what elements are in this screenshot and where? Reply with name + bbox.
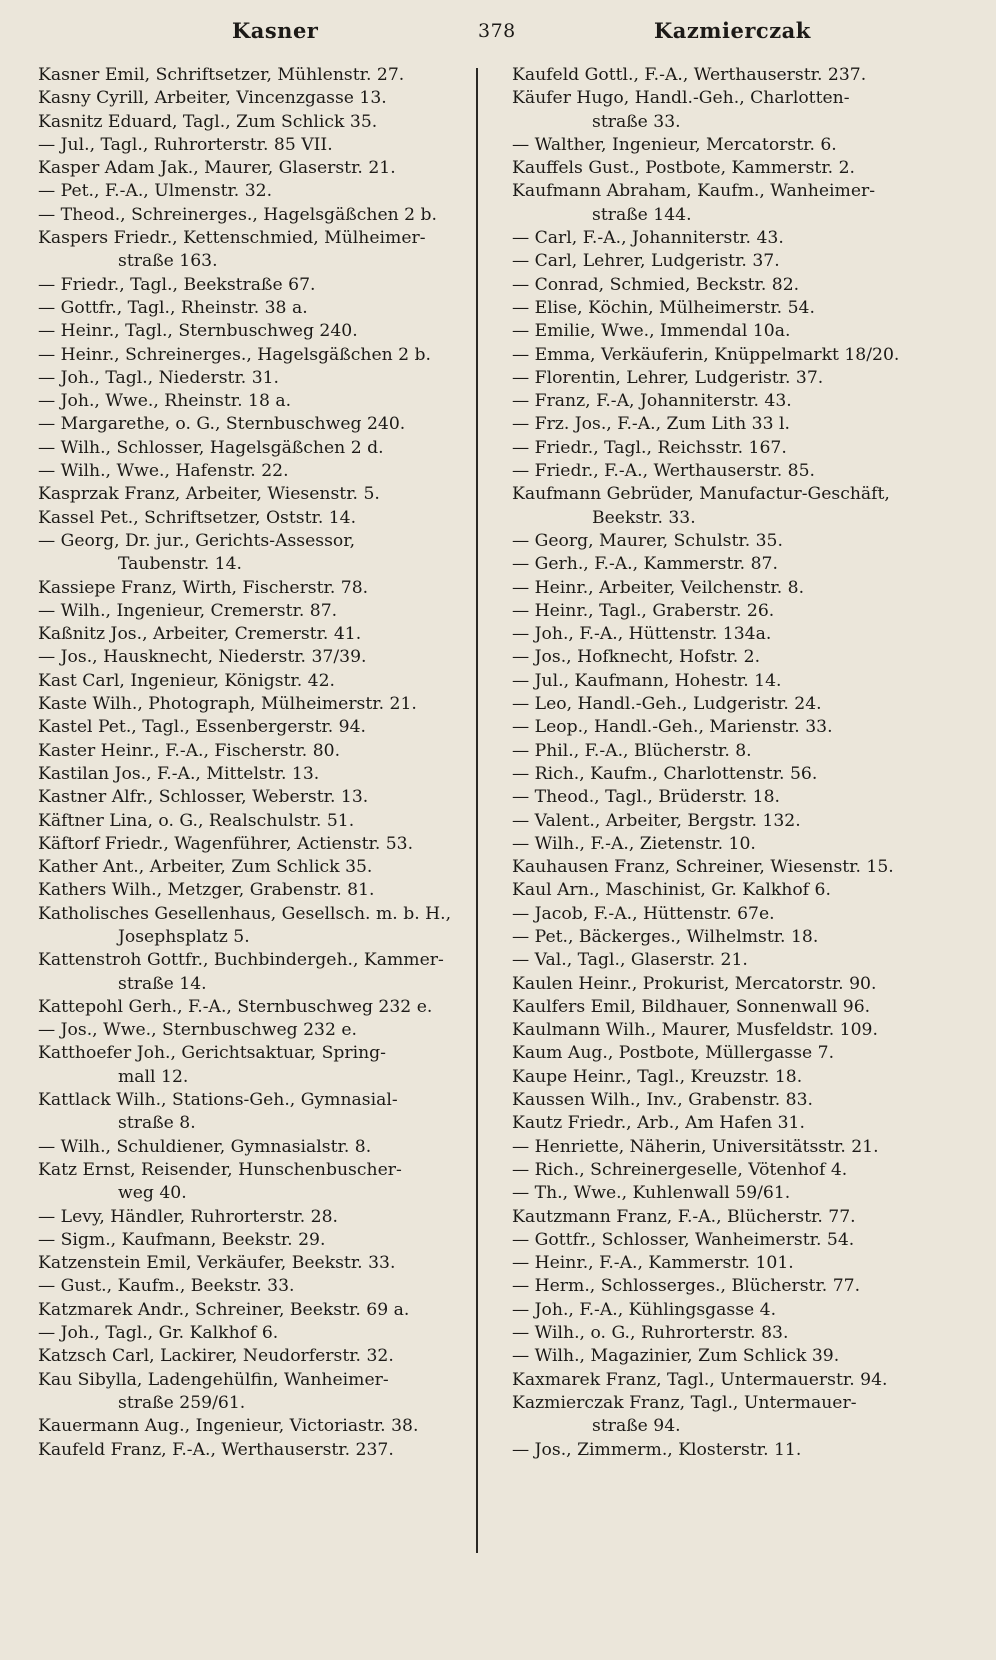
directory-entry: — Carl, F.-A., Johanniterstr. 43. [512,228,784,249]
directory-entry: Kast Carl, Ingenieur, Königstr. 42. [38,670,336,691]
directory-entry: — Walther, Ingenieur, Mercatorstr. 6. [512,134,837,155]
directory-entry: — Georg, Maurer, Schulstr. 35. [512,530,783,551]
directory-entry: Kauffels Gust., Postbote, Kammerstr. 2. [512,158,855,179]
directory-entry: Katholisches Gesellenhaus, Gesellsch. m. b. H., [38,903,452,924]
directory-entry: Kaufeld Franz, F.-A., Werthauserstr. 237. [38,1439,394,1460]
directory-entry: — Jos., Hausknecht, Niederstr. 37/39. [38,647,367,668]
directory-entry: — Joh., F.-A., Hüttenstr. 134a. [512,624,772,645]
directory-entry: Kasner Emil, Schriftsetzer, Mühlenstr. 27. [38,65,405,85]
directory-entry: — Wilh., Schuldiener, Gymnasialstr. 8. [38,1136,372,1157]
directory-entry: Kaufmann Abraham, Kaufm., Wanheimer- [512,181,876,202]
directory-entry: — Theod., Tagl., Brüderstr. 18. [512,787,780,808]
entry-continuation: Beekstr. 33. [592,507,696,528]
directory-entry: — Phil., F.-A., Blücherstr. 8. [512,740,752,761]
directory-entry: Kastel Pet., Tagl., Essenbergerstr. 94. [38,717,366,738]
directory-entry: — Jos., Wwe., Sternbuschweg 232 e. [38,1020,358,1041]
entry-continuation: weg 40. [118,1183,187,1204]
directory-entry: — Leop., Handl.-Geh., Marienstr. 33. [512,717,833,738]
directory-entry: — Heinr., Tagl., Graberstr. 26. [512,600,775,621]
directory-entry: Kattlack Wilh., Stations-Geh., Gymnasial- [38,1090,398,1111]
entry-continuation: straße 163. [118,251,218,272]
directory-entry: Kaum Aug., Postbote, Müllergasse 7. [512,1043,835,1064]
directory-entry: — Pet., F.-A., Ulmenstr. 32. [38,181,273,202]
directory-entry: — Leo, Handl.-Geh., Ludgeristr. 24. [512,694,822,715]
directory-entry: Kaulfers Emil, Bildhauer, Sonnenwall 96. [512,996,871,1017]
directory-entry: Kasprzak Franz, Arbeiter, Wiesenstr. 5. [38,484,380,505]
directory-entry: — Valent., Arbeiter, Bergstr. 132. [512,810,801,831]
directory-entry: — Rich., Kaufm., Charlottenstr. 56. [512,763,818,784]
directory-entry: Kaufeld Gottl., F.-A., Werthauserstr. 237. [512,65,867,85]
directory-entry: — Jul., Tagl., Ruhrorterstr. 85 VII. [38,134,333,155]
directory-entry: — Herm., Schlosserges., Blücherstr. 77. [512,1276,861,1297]
directory-entry: Kasny Cyrill, Arbeiter, Vincenzgasse 13. [38,88,387,109]
directory-entry: Kasper Adam Jak., Maurer, Glaserstr. 21. [38,158,396,179]
directory-entry: — Wilh., Ingenieur, Cremerstr. 87. [38,600,338,621]
directory-entry: — Friedr., F.-A., Werthauserstr. 85. [512,461,815,482]
directory-entry: Kasnitz Eduard, Tagl., Zum Schlick 35. [38,111,378,132]
directory-entry: — Joh., Tagl., Niederstr. 31. [38,367,280,388]
entry-continuation: straße 14. [118,973,207,994]
directory-entry: Käftorf Friedr., Wagenführer, Actienstr. 53. [38,833,414,854]
directory-entry: — Emma, Verkäuferin, Knüppelmarkt 18/20. [512,344,900,365]
directory-entry: — Joh., Tagl., Gr. Kalkhof 6. [38,1323,279,1344]
page-number: 378 [478,20,516,42]
directory-entry: — Heinr., Arbeiter, Veilchenstr. 8. [512,577,805,598]
directory-entry: Katthoefer Joh., Gerichtsaktuar, Spring- [38,1043,386,1064]
directory-entry: — Conrad, Schmied, Beckstr. 82. [512,274,800,295]
directory-entry: — Georg, Dr. jur., Gerichts-Assessor, [38,530,356,551]
directory-entry: — Wilh., o. G., Ruhrorterstr. 83. [512,1323,789,1344]
directory-entry: Käufer Hugo, Handl.-Geh., Charlotten- [512,88,850,109]
directory-entry: Kauhausen Franz, Schreiner, Wiesenstr. 15. [512,857,894,878]
directory-entry: Kaul Arn., Maschinist, Gr. Kalkhof 6. [512,880,831,901]
entry-continuation: Taubenstr. 14. [118,554,243,575]
directory-entry: Katzsch Carl, Lackirer, Neudorferstr. 32. [38,1346,394,1367]
directory-entry: — Frz. Jos., F.-A., Zum Lith 33 l. [512,414,790,435]
directory-entry: Kaupe Heinr., Tagl., Kreuzstr. 18. [512,1066,803,1087]
directory-entry: Kattenstroh Gottfr., Buchbindergeh., Kammer- [38,950,444,971]
directory-entry: — Jacob, F.-A., Hüttenstr. 67e. [512,903,775,924]
directory-entry: Kaufmann Gebrüder, Manufactur-Geschäft, [512,484,890,505]
directory-entry: — Elise, Köchin, Mülheimerstr. 54. [512,297,815,318]
directory-entry: Kathers Wilh., Metzger, Grabenstr. 81. [38,880,375,901]
directory-entry: Kaulen Heinr., Prokurist, Mercatorstr. 90. [512,973,877,994]
directory-entry: — Heinr., Tagl., Sternbuschweg 240. [38,321,358,342]
directory-entry: Katzmarek Andr., Schreiner, Beekstr. 69 a. [38,1299,410,1320]
directory-entry: Kassiepe Franz, Wirth, Fischerstr. 78. [38,577,369,598]
directory-entry: Kassel Pet., Schriftsetzer, Oststr. 14. [38,507,357,528]
directory-entry: — Jos., Zimmerm., Klosterstr. 11. [512,1439,802,1460]
directory-entry: — Franz, F.-A, Johanniterstr. 43. [512,391,792,412]
directory-entry: — Carl, Lehrer, Ludgeristr. 37. [512,251,780,272]
directory-entry: Kaussen Wilh., Inv., Grabenstr. 83. [512,1090,813,1111]
directory-entry: — Joh., F.-A., Kühlingsgasse 4. [512,1299,777,1320]
directory-entry: Kaxmarek Franz, Tagl., Untermauerstr. 94. [512,1369,888,1390]
header-first-name: Kasner [232,18,319,43]
directory-entry: — Gottfr., Tagl., Rheinstr. 38 a. [38,297,308,318]
entry-continuation: straße 144. [592,204,692,225]
directory-entry: — Gottfr., Schlosser, Wanheimerstr. 54. [512,1229,855,1250]
entry-continuation: straße 8. [118,1113,196,1134]
directory-entry: — Gerh., F.-A., Kammerstr. 87. [512,554,778,575]
entry-continuation: straße 94. [592,1416,681,1437]
directory-entry: Kautz Friedr., Arb., Am Hafen 31. [512,1113,805,1134]
directory-entry: — Friedr., Tagl., Reichsstr. 167. [512,437,787,458]
directory-entry: Kautzmann Franz, F.-A., Blücherstr. 77. [512,1206,856,1227]
directory-entry: Kazmierczak Franz, Tagl., Untermauer- [512,1392,857,1413]
directory-entry: — Margarethe, o. G., Sternbuschweg 240. [38,414,406,435]
directory-entry: — Theod., Schreinerges., Hagelsgäßchen 2 b. [38,204,438,225]
directory-entry: — Levy, Händler, Ruhrorterstr. 28. [38,1206,338,1227]
directory-entry: — Friedr., Tagl., Beekstraße 67. [38,274,316,295]
directory-entry: Kau Sibylla, Ladengehülfin, Wanheimer- [38,1369,389,1390]
directory-entry: Kaster Heinr., F.-A., Fischerstr. 80. [38,740,341,761]
entry-continuation: straße 259/61. [118,1392,246,1413]
directory-entry: — Wilh., Wwe., Hafenstr. 22. [38,461,289,482]
directory-entry: Kastner Alfr., Schlosser, Weberstr. 13. [38,787,369,808]
directory-entry: Katz Ernst, Reisender, Hunschenbuscher- [38,1159,402,1180]
directory-entry: Kauermann Aug., Ingenieur, Victoriastr. 38. [38,1416,419,1437]
directory-entry: — Joh., Wwe., Rheinstr. 18 a. [38,391,292,412]
directory-entry: Kattepohl Gerh., F.-A., Sternbuschweg 232 e. [38,996,433,1017]
header-last-name: Kazmierczak [654,18,811,43]
directory-entry: — Jul., Kaufmann, Hohestr. 14. [512,670,782,691]
directory-entry: — Florentin, Lehrer, Ludgeristr. 37. [512,367,824,388]
directory-entry: — Heinr., F.-A., Kammerstr. 101. [512,1253,794,1274]
directory-entry: Käftner Lina, o. G., Realschulstr. 51. [38,810,355,831]
directory-entry: — Heinr., Schreinerges., Hagelsgäßchen 2 b. [38,344,432,365]
entry-continuation: mall 12. [118,1066,189,1087]
directory-entry: — Pet., Bäckerges., Wilhelmstr. 18. [512,926,819,947]
directory-entry: Katzenstein Emil, Verkäufer, Beekstr. 33. [38,1253,396,1274]
column-divider [476,68,478,1553]
directory-entry: Kather Ant., Arbeiter, Zum Schlick 35. [38,857,373,878]
directory-entry: — Rich., Schreinergeselle, Vötenhof 4. [512,1159,848,1180]
directory-entry: — Gust., Kaufm., Beekstr. 33. [38,1276,295,1297]
entry-continuation: Josephsplatz 5. [118,926,250,947]
directory-entry: Kaulmann Wilh., Maurer, Musfeldstr. 109. [512,1020,878,1041]
left-column [38,64,493,1462]
entry-continuation: straße 33. [592,111,681,132]
directory-entry: Kaste Wilh., Photograph, Mülheimerstr. 21. [38,694,417,715]
directory-entry: Kaßnitz Jos., Arbeiter, Cremerstr. 41. [38,624,362,645]
directory-entry: — Sigm., Kaufmann, Beekstr. 29. [38,1229,326,1250]
directory-entry: Kastilan Jos., F.-A., Mittelstr. 13. [38,763,320,784]
directory-entry: Kaspers Friedr., Kettenschmied, Mülheimer- [38,228,426,249]
directory-entry: — Val., Tagl., Glaserstr. 21. [512,950,748,971]
directory-entry: — Th., Wwe., Kuhlenwall 59/61. [512,1183,791,1204]
directory-entry: — Wilh., F.-A., Zietenstr. 10. [512,833,756,854]
directory-entry: — Wilh., Magazinier, Zum Schlick 39. [512,1346,840,1367]
directory-entry: — Jos., Hofknecht, Hofstr. 2. [512,647,761,668]
directory-entry: — Wilh., Schlosser, Hagelsgäßchen 2 d. [38,437,384,458]
directory-entry: — Henriette, Näherin, Universitätsstr. 21. [512,1136,879,1157]
directory-entry: — Emilie, Wwe., Immendal 10a. [512,321,791,342]
right-column [512,64,962,1462]
